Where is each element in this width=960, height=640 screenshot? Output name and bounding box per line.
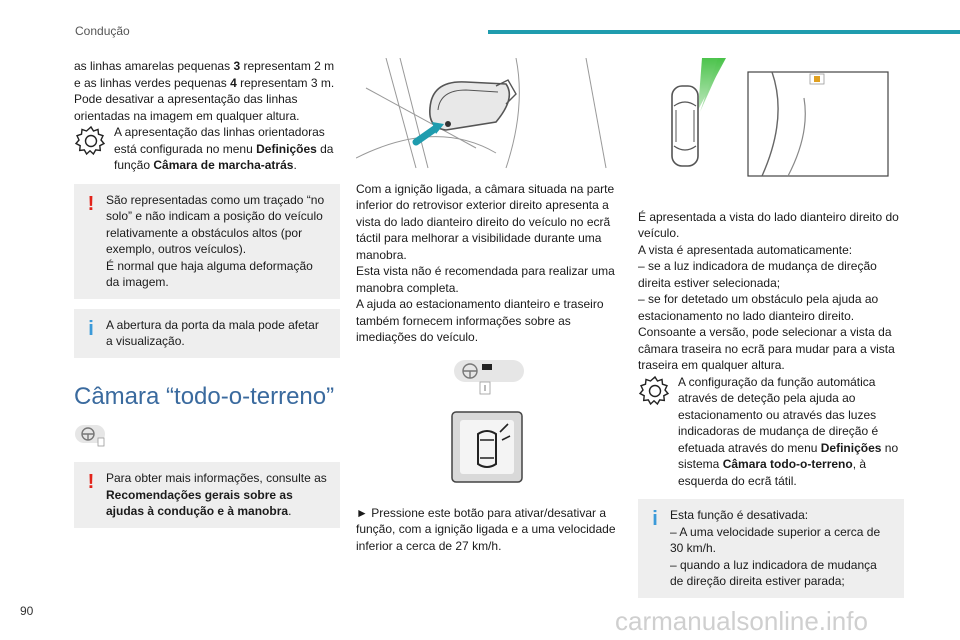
intro-paragraph: as linhas amarelas pequenas 3 representam 2 m e as linhas verdes pequenas 4 representam 3 m. Pode desativar a apresentação das linhas orientadas na imagem em qualquer altura. (74, 59, 335, 123)
info-icon: i (652, 508, 658, 530)
paragraph-1: Com a ignição ligada, a câmara situada na parte inferior do retrovisor exterior direito apresenta a vista do lado dianteiro direito do veículo no ecrã táctil para melhorar a visibilidade durante uma manobra. (356, 181, 615, 262)
column-right (638, 58, 904, 608)
column-middle (356, 58, 620, 554)
gear-icon (638, 374, 672, 408)
camera-view-icon (74, 422, 108, 448)
page-number: 90 (20, 604, 34, 618)
settings-note: A apresentação das linhas orientadoras está configurada no menu Definições da função Câmara de marcha-atrás. (74, 124, 340, 174)
header-accent-bar (488, 30, 960, 34)
list-item: – se for detetado um obstáculo pela ajuda ao estacionamento no lado dianteiro direito. (638, 292, 879, 323)
camera-toggle-button-icon (356, 410, 620, 486)
section-title: Câmara “todo-o-terreno” (74, 382, 335, 410)
paragraph-2: A vista é apresentada automaticamente: (638, 242, 853, 257)
paragraph-3: A ajuda ao estacionamento dianteiro e traseiro também fornecem informações sobre as imediações do veículo. (356, 297, 604, 344)
gear-icon (74, 124, 108, 158)
exclamation-icon: ! (87, 471, 95, 493)
paragraph-1: É apresentada a vista do lado dianteiro direito do veículo. (638, 209, 899, 240)
info-box-1: i A abertura da porta da mala pode afetar a visualização. (74, 309, 340, 358)
paragraph-2: Esta vista não é recomendada para realizar uma manobra completa. (356, 264, 615, 295)
info-box-2: i Esta função é desativada: – A uma velocidade superior a cerca de 30 km/h. – quando a luz indicadora de mudança de direção direita estiver parada; (638, 499, 904, 598)
warning-box-2: ! Para obter mais informações, consulte as Recomendações gerais sobre as ajudas à condução e à manobra. (74, 462, 340, 528)
camera-view-icon (356, 356, 620, 400)
paragraph-4: ► Pressione este botão para ativar/desativar a função, com a ignição ligada e a uma velocidade inferior a cerca de 27 km/h. (356, 505, 616, 553)
mirror-camera-illustration (356, 58, 620, 174)
column-left (74, 58, 340, 538)
settings-note: A configuração da função automática através de deteção pela ajuda ao estacionamento ou através das luzes indicadoras de mudança de direção é efetuada através do menu Definições no sistema Câmara todo-o-terreno, à esquerda do ecrã tátil. (638, 374, 904, 490)
running-header: Condução (75, 24, 130, 38)
front-side-camera-illustration (638, 58, 904, 198)
warning-box-1: ! São representadas como um traçado “no solo” e não indicam a posição do veículo relativamente a obstáculos altos (por exemplo, outros veículos). É normal que haja alguma deformação da imagem. (74, 184, 340, 299)
paragraph-3: Consoante a versão, pode selecionar a vista da câmara traseira no ecrã para mudar para a vista traseira em qualquer altura. (638, 325, 895, 372)
watermark: carmanualsonline.info (615, 606, 868, 636)
info-icon: i (88, 317, 94, 340)
exclamation-icon: ! (87, 192, 95, 215)
list-item: – se a luz indicadora de mudança de direção direita estiver selecionada; (638, 259, 877, 290)
